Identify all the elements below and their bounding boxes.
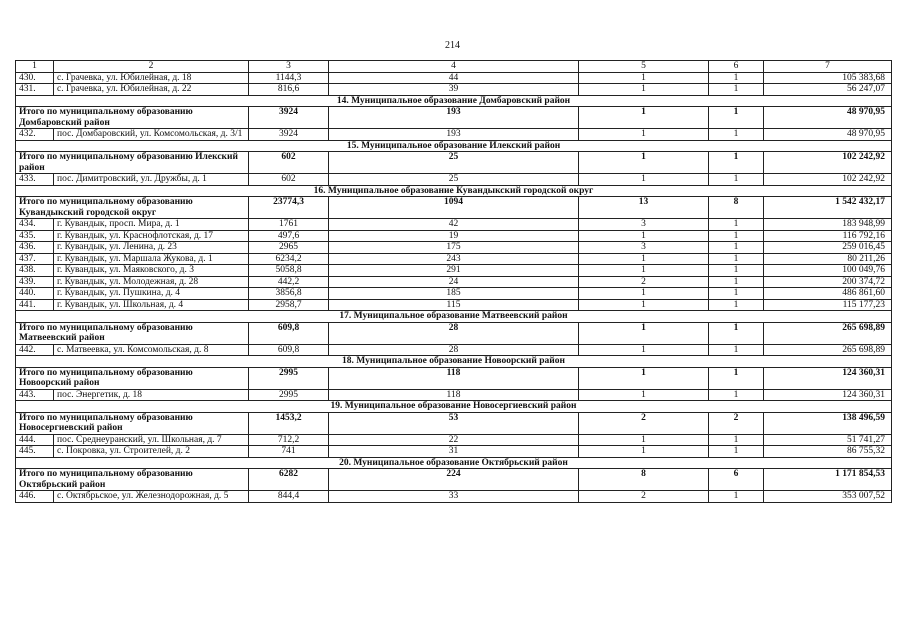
value-cell: 1 — [579, 72, 709, 84]
value-cell: 259 016,45 — [764, 242, 892, 254]
value-cell: 602 — [249, 174, 329, 186]
value-cell: 1 — [579, 84, 709, 96]
row-number: 430. — [16, 72, 54, 84]
subtotal-value: 1 — [709, 152, 764, 174]
value-cell: 105 383,68 — [764, 72, 892, 84]
value-cell: 3924 — [249, 129, 329, 141]
column-header: 6 — [709, 61, 764, 73]
value-cell: 80 211,26 — [764, 253, 892, 265]
table-body — [16, 61, 892, 503]
column-header: 3 — [249, 61, 329, 73]
address-cell: г. Кувандык, ул. Молодежная, д. 28 — [54, 276, 249, 288]
row-number: 445. — [16, 446, 54, 458]
row-number: 436. — [16, 242, 54, 254]
value-cell: 3856,8 — [249, 288, 329, 300]
subtotal-value: 2 — [579, 412, 709, 434]
value-cell: 1 — [709, 344, 764, 356]
value-cell: 1 — [579, 129, 709, 141]
table-row — [16, 242, 892, 254]
value-cell: 115 177,23 — [764, 299, 892, 311]
value-cell: 486 861,60 — [764, 288, 892, 300]
subtotal-value: 124 360,31 — [764, 367, 892, 389]
subtotal-value: 25 — [329, 152, 579, 174]
table-row — [16, 84, 892, 96]
subtotal-row — [16, 107, 892, 129]
subtotal-value: 6 — [709, 469, 764, 491]
value-cell: 100 049,76 — [764, 265, 892, 277]
value-cell: 353 007,52 — [764, 491, 892, 503]
subtotal-label: Итого по муниципальному образованию Домбаровский район — [16, 107, 249, 129]
value-cell: 200 374,72 — [764, 276, 892, 288]
subtotal-row — [16, 412, 892, 434]
row-number: 437. — [16, 253, 54, 265]
value-cell: 1 — [579, 288, 709, 300]
table-row — [16, 276, 892, 288]
value-cell: 44 — [329, 72, 579, 84]
value-cell: 24 — [329, 276, 579, 288]
section-header-row — [16, 401, 892, 413]
value-cell: 1 — [709, 253, 764, 265]
address-cell: г. Кувандык, ул. Ленина, д. 23 — [54, 242, 249, 254]
value-cell: 31 — [329, 446, 579, 458]
value-cell: 118 — [329, 389, 579, 401]
section-header-row — [16, 140, 892, 152]
row-number: 442. — [16, 344, 54, 356]
column-header: 7 — [764, 61, 892, 73]
subtotal-value: 1 — [709, 367, 764, 389]
value-cell: 1 — [579, 434, 709, 446]
value-cell: 1 — [709, 276, 764, 288]
value-cell: 42 — [329, 219, 579, 231]
value-cell: 265 698,89 — [764, 344, 892, 356]
section-title: 16. Муниципальное образование Кувандыкский городской округ — [16, 185, 892, 197]
address-cell: г. Кувандык, ул. Маяковского, д. 3 — [54, 265, 249, 277]
table-row — [16, 265, 892, 277]
table-row — [16, 434, 892, 446]
value-cell: 1 — [709, 434, 764, 446]
value-cell: 2 — [579, 276, 709, 288]
address-cell: г. Кувандык, ул. Школьная, д. 4 — [54, 299, 249, 311]
value-cell: 1 — [709, 446, 764, 458]
value-cell: 1 — [709, 84, 764, 96]
section-header-row — [16, 457, 892, 469]
value-cell: 51 741,27 — [764, 434, 892, 446]
section-header-row — [16, 185, 892, 197]
value-cell: 1 — [579, 230, 709, 242]
subtotal-value: 1 171 854,53 — [764, 469, 892, 491]
value-cell: 3 — [579, 242, 709, 254]
value-cell: 116 792,16 — [764, 230, 892, 242]
value-cell: 1 — [579, 344, 709, 356]
subtotal-row — [16, 367, 892, 389]
row-number: 432. — [16, 129, 54, 141]
row-number: 446. — [16, 491, 54, 503]
address-cell: с. Грачевка, ул. Юбилейная, д. 22 — [54, 84, 249, 96]
subtotal-value: 609,8 — [249, 322, 329, 344]
value-cell: 22 — [329, 434, 579, 446]
subtotal-label: Итого по муниципальному образованию Илекский район — [16, 152, 249, 174]
subtotal-label: Итого по муниципальному образованию Новосергиевский район — [16, 412, 249, 434]
address-cell: с. Октябрьское, ул. Железнодорожная, д. 5 — [54, 491, 249, 503]
value-cell: 2965 — [249, 242, 329, 254]
value-cell: 712,2 — [249, 434, 329, 446]
value-cell: 1 — [579, 446, 709, 458]
value-cell: 1 — [579, 299, 709, 311]
value-cell: 3 — [579, 219, 709, 231]
row-number: 440. — [16, 288, 54, 300]
table-row — [16, 389, 892, 401]
table-row — [16, 288, 892, 300]
table-row — [16, 253, 892, 265]
row-number: 435. — [16, 230, 54, 242]
value-cell: 1 — [579, 253, 709, 265]
subtotal-value: 13 — [579, 197, 709, 219]
table-row — [16, 219, 892, 231]
value-cell: 6234,2 — [249, 253, 329, 265]
address-cell: пос. Энергетик, д. 18 — [54, 389, 249, 401]
value-cell: 1 — [709, 174, 764, 186]
subtotal-value: 1 — [579, 152, 709, 174]
column-header-row — [16, 61, 892, 73]
section-header-row — [16, 356, 892, 368]
value-cell: 497,6 — [249, 230, 329, 242]
table-row — [16, 344, 892, 356]
section-title: 15. Муниципальное образование Илекский район — [16, 140, 892, 152]
table-row — [16, 72, 892, 84]
value-cell: 816,6 — [249, 84, 329, 96]
value-cell: 844,4 — [249, 491, 329, 503]
subtotal-value: 1 — [579, 367, 709, 389]
subtotal-value: 193 — [329, 107, 579, 129]
subtotal-label: Итого по муниципальному образованию Новоорский район — [16, 367, 249, 389]
subtotal-row — [16, 152, 892, 174]
address-cell: с. Матвеевка, ул. Комсомольская, д. 8 — [54, 344, 249, 356]
subtotal-value: 3924 — [249, 107, 329, 129]
value-cell: 193 — [329, 129, 579, 141]
row-number: 431. — [16, 84, 54, 96]
page-number: 214 — [445, 40, 460, 51]
value-cell: 115 — [329, 299, 579, 311]
value-cell: 1 — [579, 389, 709, 401]
subtotal-value: 28 — [329, 322, 579, 344]
value-cell: 124 360,31 — [764, 389, 892, 401]
column-header: 2 — [54, 61, 249, 73]
subtotal-value: 224 — [329, 469, 579, 491]
value-cell: 1 — [709, 389, 764, 401]
value-cell: 33 — [329, 491, 579, 503]
subtotal-value: 265 698,89 — [764, 322, 892, 344]
value-cell: 39 — [329, 84, 579, 96]
subtotal-value: 138 496,59 — [764, 412, 892, 434]
value-cell: 1 — [709, 72, 764, 84]
subtotal-value: 6282 — [249, 469, 329, 491]
subtotal-value: 1 — [579, 322, 709, 344]
value-cell: 1 — [579, 174, 709, 186]
housing-table — [15, 60, 892, 503]
subtotal-value: 1 — [709, 107, 764, 129]
section-title: 19. Муниципальное образование Новосергиевский район — [16, 401, 892, 413]
address-cell: с. Грачевка, ул. Юбилейная, д. 18 — [54, 72, 249, 84]
subtotal-label: Итого по муниципальному образованию Матвеевский район — [16, 322, 249, 344]
subtotal-value: 118 — [329, 367, 579, 389]
subtotal-value: 102 242,92 — [764, 152, 892, 174]
value-cell: 1 — [709, 242, 764, 254]
value-cell: 1 — [579, 265, 709, 277]
subtotal-label: Итого по муниципальному образованию Кувандыкский городской округ — [16, 197, 249, 219]
subtotal-value: 23774,3 — [249, 197, 329, 219]
value-cell: 741 — [249, 446, 329, 458]
value-cell: 291 — [329, 265, 579, 277]
value-cell: 19 — [329, 230, 579, 242]
subtotal-value: 1 — [709, 322, 764, 344]
row-number: 441. — [16, 299, 54, 311]
row-number: 444. — [16, 434, 54, 446]
subtotal-value: 8 — [579, 469, 709, 491]
subtotal-value: 1 542 432,17 — [764, 197, 892, 219]
row-number: 438. — [16, 265, 54, 277]
column-header: 4 — [329, 61, 579, 73]
value-cell: 48 970,95 — [764, 129, 892, 141]
subtotal-value: 1 — [579, 107, 709, 129]
address-cell: пос. Среднеуранский, ул. Школьная, д. 7 — [54, 434, 249, 446]
subtotal-value: 48 970,95 — [764, 107, 892, 129]
row-number: 433. — [16, 174, 54, 186]
subtotal-value: 1453,2 — [249, 412, 329, 434]
value-cell: 1 — [709, 230, 764, 242]
address-cell: г. Кувандык, ул. Краснофлотская, д. 17 — [54, 230, 249, 242]
address-cell: пос. Домбаровский, ул. Комсомольская, д. 3/1 — [54, 129, 249, 141]
row-number: 434. — [16, 219, 54, 231]
row-number: 439. — [16, 276, 54, 288]
table-row — [16, 230, 892, 242]
value-cell: 185 — [329, 288, 579, 300]
table-row — [16, 446, 892, 458]
address-cell: г. Кувандык, ул. Маршала Жукова, д. 1 — [54, 253, 249, 265]
value-cell: 1 — [709, 265, 764, 277]
address-cell: пос. Димитровский, ул. Дружбы, д. 1 — [54, 174, 249, 186]
address-cell: г. Кувандык, ул. Пушкина, д. 4 — [54, 288, 249, 300]
address-cell: с. Покровка, ул. Строителей, д. 2 — [54, 446, 249, 458]
subtotal-value: 53 — [329, 412, 579, 434]
value-cell: 102 242,92 — [764, 174, 892, 186]
subtotal-label: Итого по муниципальному образованию Октябрьский район — [16, 469, 249, 491]
section-header-row — [16, 95, 892, 107]
table-row — [16, 174, 892, 186]
subtotal-value: 2995 — [249, 367, 329, 389]
section-title: 18. Муниципальное образование Новоорский район — [16, 356, 892, 368]
value-cell: 5058,8 — [249, 265, 329, 277]
subtotal-row — [16, 197, 892, 219]
section-title: 17. Муниципальное образование Матвеевский район — [16, 311, 892, 323]
section-title: 14. Муниципальное образование Домбаровский район — [16, 95, 892, 107]
value-cell: 1 — [709, 219, 764, 231]
value-cell: 1144,3 — [249, 72, 329, 84]
column-header: 5 — [579, 61, 709, 73]
subtotal-value: 1094 — [329, 197, 579, 219]
value-cell: 25 — [329, 174, 579, 186]
table-row — [16, 129, 892, 141]
value-cell: 442,2 — [249, 276, 329, 288]
value-cell: 2958,7 — [249, 299, 329, 311]
section-title: 20. Муниципальное образование Октябрьский район — [16, 457, 892, 469]
value-cell: 175 — [329, 242, 579, 254]
value-cell: 2995 — [249, 389, 329, 401]
value-cell: 609,8 — [249, 344, 329, 356]
value-cell: 28 — [329, 344, 579, 356]
subtotal-value: 8 — [709, 197, 764, 219]
subtotal-row — [16, 469, 892, 491]
value-cell: 56 247,07 — [764, 84, 892, 96]
table-row — [16, 491, 892, 503]
column-header: 1 — [16, 61, 54, 73]
section-header-row — [16, 311, 892, 323]
value-cell: 1 — [709, 288, 764, 300]
value-cell: 1761 — [249, 219, 329, 231]
table-row — [16, 299, 892, 311]
value-cell: 243 — [329, 253, 579, 265]
value-cell: 86 755,32 — [764, 446, 892, 458]
value-cell: 1 — [709, 129, 764, 141]
subtotal-value: 602 — [249, 152, 329, 174]
subtotal-value: 2 — [709, 412, 764, 434]
row-number: 443. — [16, 389, 54, 401]
address-cell: г. Кувандык, просп. Мира, д. 1 — [54, 219, 249, 231]
value-cell: 1 — [709, 491, 764, 503]
value-cell: 2 — [579, 491, 709, 503]
subtotal-row — [16, 322, 892, 344]
value-cell: 1 — [709, 299, 764, 311]
value-cell: 183 948,99 — [764, 219, 892, 231]
